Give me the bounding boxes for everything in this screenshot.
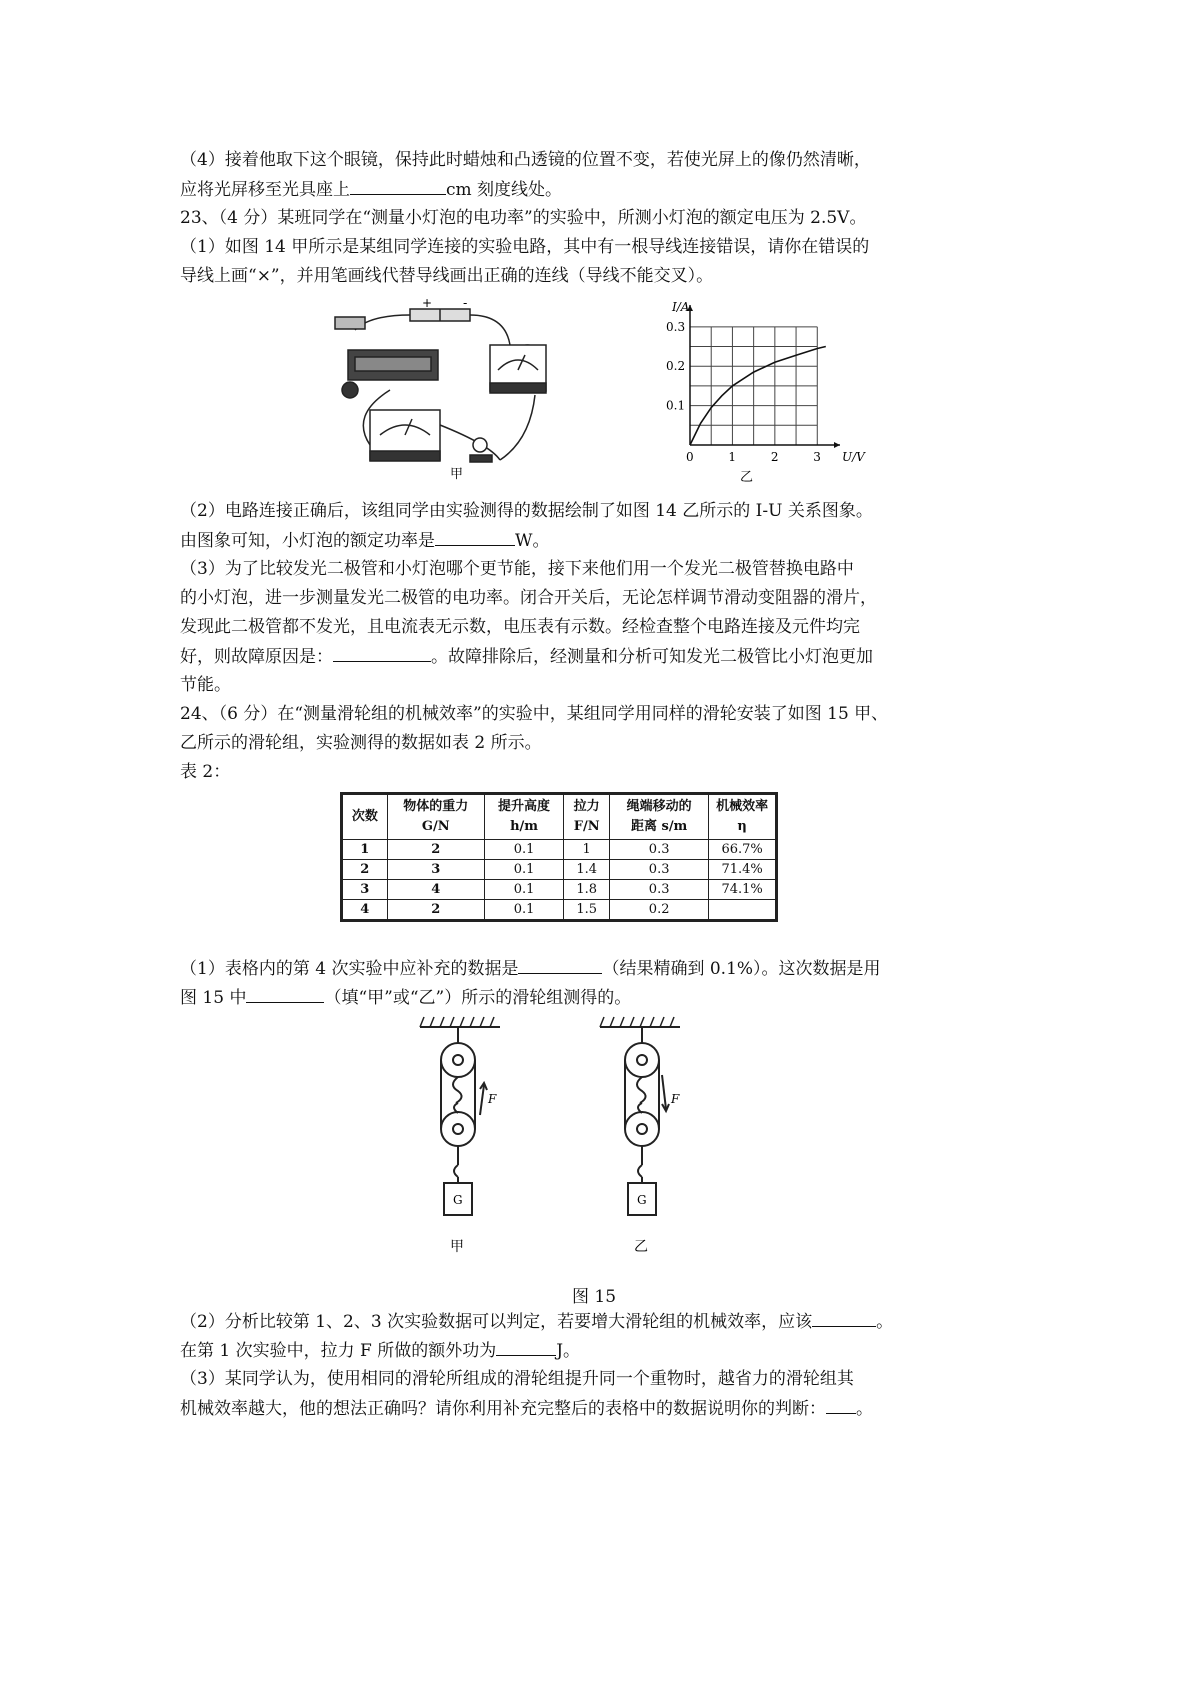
x-tick-label: 2 (770, 450, 779, 464)
q23-3-line3 (180, 614, 1040, 640)
q24-stem-line1 (180, 701, 1040, 727)
movable-pulley-right (625, 1112, 659, 1146)
text: （2）电路连接正确后，该组同学由实验测得的数据绘制了如图 14 乙所示的 I-U 关系图象。 (180, 501, 873, 521)
answer-blank[interactable] (826, 1395, 856, 1414)
plus-label: + (422, 296, 433, 310)
iu-curve (690, 347, 826, 446)
force-label-right: F (671, 1092, 680, 1106)
table-header-cell (387, 794, 484, 840)
answer-blank[interactable] (246, 984, 324, 1003)
q24-2-line2 (180, 1337, 1040, 1364)
text: 表 2： (180, 762, 231, 782)
table-header-cell (342, 794, 388, 840)
q24-3-line2 (180, 1395, 1040, 1422)
text: 发现此二极管都不发光，且电流表无示数，电压表有示数。经检查整个电路连接及元件均完 (180, 617, 860, 637)
table-cell: 0.1 (484, 840, 563, 860)
text: cm 刻度线处。 (446, 180, 563, 200)
table-cell: 2 (387, 840, 484, 860)
text: （2）分析比较第 1、2、3 次实验数据可以判定，若要增大滑轮组的机械效率，应该 (180, 1312, 813, 1332)
text: （结果精确到 0.1%）。这次数据是用 (602, 959, 881, 979)
answer-blank[interactable] (496, 1337, 556, 1356)
q23-stem (180, 205, 1040, 231)
lamp (473, 438, 487, 452)
table-cell: 0.1 (484, 860, 563, 880)
header-text: η (737, 819, 747, 834)
q22-4-line1 (180, 147, 1040, 173)
weight-label-left: G (453, 1193, 463, 1207)
x-tick-label: 3 (813, 450, 821, 464)
text: 图 15 中 (180, 988, 247, 1008)
text: 节能。 (180, 675, 231, 695)
x-axis-label: U/V (842, 450, 865, 464)
text: （1）表格内的第 4 次实验中应补充的数据是 (180, 959, 519, 979)
text: 。 (856, 1399, 873, 1419)
table-row (342, 900, 777, 921)
table-header-cell (709, 794, 777, 840)
q24-2-line1 (180, 1308, 1040, 1335)
table-cell: 71.4% (709, 860, 777, 880)
text: 由图象可知，小灯泡的额定功率是 (180, 531, 435, 551)
fixed-pulley-left (441, 1043, 475, 1077)
table-cell: 1.8 (564, 880, 610, 900)
table-cell: 0.2 (610, 900, 709, 921)
answer-blank[interactable] (518, 955, 602, 974)
y-tick-label: 0.2 (666, 359, 686, 374)
text: W。 (515, 531, 550, 551)
q24-3-line1 (180, 1366, 1040, 1392)
answer-blank[interactable] (435, 527, 515, 546)
weight-label-right: G (637, 1193, 647, 1207)
fig15-right-label: 乙 (634, 1239, 648, 1255)
q22-4-line2 (180, 176, 1040, 203)
x-axis-arrow (834, 442, 840, 448)
y-tick-label: 0.1 (666, 398, 686, 413)
header-text: 机械效率 (716, 799, 769, 814)
y-axis-label: I/A (672, 300, 690, 314)
table-cell: 1 (342, 840, 388, 860)
header-text: G/N (421, 819, 450, 834)
table-header-cell (610, 794, 709, 840)
text: J。 (556, 1341, 581, 1361)
table-cell: 3 (342, 880, 388, 900)
table-header-cell (564, 794, 610, 840)
header-text: 物体的重力 (403, 799, 469, 814)
table-cell[interactable] (709, 900, 777, 921)
answer-blank[interactable] (812, 1308, 876, 1327)
q24-stem-line2 (180, 730, 1040, 756)
table-title (180, 759, 1040, 785)
table-2 (340, 792, 778, 922)
table-cell: 0.1 (484, 900, 563, 921)
text: 好，则故障原因是： (180, 647, 333, 667)
q24-1-line2 (180, 984, 1040, 1011)
table-cell: 0.3 (610, 860, 709, 880)
header-text: 绳端移动的 (626, 799, 692, 814)
q23-3-line2 (180, 585, 1040, 611)
text: 应将光屏移至光具座上 (180, 180, 350, 200)
text: （填“甲”或“乙”）所示的滑轮组测得的。 (324, 988, 632, 1008)
text: 导线上画“×”，并用笔画线代替导线画出正确的连线（导线不能交叉）。 (180, 266, 714, 286)
movable-pulley-left (441, 1112, 475, 1146)
answer-blank[interactable] (333, 643, 431, 662)
table-cell: 1 (564, 840, 610, 860)
table-row (342, 880, 777, 900)
header-text: 距离 s/m (630, 819, 688, 834)
x-tick-label: 0 (686, 450, 694, 464)
text: 。 (876, 1312, 894, 1332)
text: 23、（4 分）某班同学在“测量小灯泡的电功率”的实验中，所测小灯泡的额定电压为 2.5V。 (180, 208, 867, 228)
header-text: 次数 (351, 809, 378, 824)
table-header-cell (484, 794, 563, 840)
table-cell: 0.3 (610, 880, 709, 900)
table-cell: 0.3 (610, 840, 709, 860)
table-cell: 0.1 (484, 880, 563, 900)
text: 在第 1 次实验中，拉力 F 所做的额外功为 (180, 1341, 497, 1361)
q23-3-line1 (180, 556, 1040, 582)
answer-blank[interactable] (350, 176, 446, 195)
text: （4）接着他取下这个眼镜，保持此时蜡烛和凸透镜的位置不变，若使光屏上的像仍然清晰， (180, 150, 871, 170)
fig14-iu-chart (655, 300, 865, 485)
table-cell: 4 (342, 900, 388, 921)
fig15-left-label: 甲 (450, 1239, 464, 1255)
table-cell: 2 (342, 860, 388, 880)
fig14-right-caption: 乙 (740, 470, 754, 485)
q23-2-line2 (180, 527, 1040, 554)
table-cell: 3 (387, 860, 484, 880)
table-header-row (342, 794, 777, 840)
fig14-circuit (330, 295, 590, 480)
y-tick-label: 0.3 (666, 319, 686, 334)
header-text: 提升高度 (498, 799, 551, 814)
text: 24、（6 分）在“测量滑轮组的机械效率”的实验中，某组同学用同样的滑轮安装了如图 15 甲、 (180, 704, 889, 724)
text: （3）某同学认为，使用相同的滑轮所组成的滑轮组提升同一个重物时，越省力的滑轮组其 (180, 1369, 854, 1389)
q23-3-line5 (180, 672, 1040, 698)
force-label-left: F (488, 1092, 497, 1106)
table-cell: 74.1% (709, 880, 777, 900)
header-text: F/N (573, 819, 600, 834)
x-tick-label: 1 (728, 450, 737, 464)
switch (335, 317, 365, 329)
table-cell: 2 (387, 900, 484, 921)
text: 乙所示的滑轮组，实验测得的数据如表 2 所示。 (180, 733, 542, 753)
q24-1-line1 (180, 955, 1040, 982)
header-text: 拉力 (573, 799, 600, 814)
minus-label: - (463, 296, 468, 310)
table-cell: 1.5 (564, 900, 610, 921)
q23-1-line1 (180, 234, 1040, 260)
fixed-pulley-right (625, 1043, 659, 1077)
text: 的小灯泡，进一步测量发光二极管的电功率。闭合开关后，无论怎样调节滑动变阻器的滑片， (180, 588, 877, 608)
text: 机械效率越大，他的想法正确吗？请你利用补充完整后的表格中的数据说明你的判断： (180, 1399, 826, 1419)
q23-2-line1 (180, 498, 1040, 524)
table-row (342, 840, 777, 860)
fig14-left-caption: 甲 (450, 467, 464, 482)
table-cell: 66.7% (709, 840, 777, 860)
table-cell: 4 (387, 880, 484, 900)
q23-3-line4 (180, 643, 1040, 670)
text: （3）为了比较发光二极管和小灯泡哪个更节能，接下来他们用一个发光二极管替换电路中 (180, 559, 854, 579)
fig15-caption: 图 15 (572, 1287, 617, 1307)
table-cell: 1.4 (564, 860, 610, 880)
text: 。故障排除后，经测量和分析可知发光二极管比小灯泡更加 (431, 647, 873, 667)
table-row (342, 860, 777, 880)
q23-1-line2 (180, 263, 1040, 289)
header-text: h/m (510, 819, 539, 834)
fig15-pulleys (400, 1015, 720, 1265)
text: （1）如图 14 甲所示是某组同学连接的实验电路，其中有一根导线连接错误，请你在错误的 (180, 237, 870, 257)
